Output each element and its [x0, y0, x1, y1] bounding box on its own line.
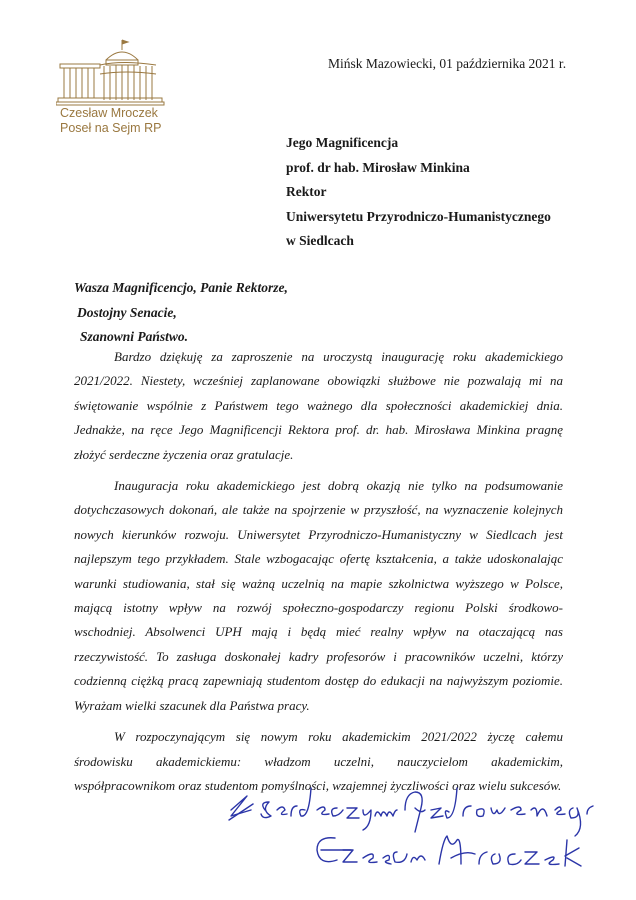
- addressee-line: Rektor: [286, 184, 327, 200]
- sender-name: Czesław Mroczek: [60, 106, 158, 120]
- salutation-line: Wasza Magnificencjo, Panie Rektorze,: [74, 280, 288, 295]
- body-paragraph: W rozpoczynającym się nowym roku akademickim 2021/2022 życzę całemu środowisku akademickiemu: władzom uczelni, nauczycielom akademickim, współpracownikom oraz studentom pomyślności, wzajemnej życzliwości oraz wielu sukcesów.: [74, 729, 563, 793]
- addressee-line: Uniwersytetu Przyrodniczo-Humanistycznego: [286, 208, 551, 224]
- addressee-line: prof. dr hab. Mirosław Minkina: [286, 159, 470, 175]
- sender-block: [60, 106, 161, 136]
- letter-body: [74, 345, 563, 798]
- addressee-block: [286, 131, 551, 254]
- addressee-line: w Siedlcach: [286, 233, 354, 249]
- salutation-line: Dostojny Senacie,: [77, 304, 177, 320]
- salutation-block: [74, 276, 288, 350]
- addressee-line: Jego Magnificencja: [286, 135, 399, 150]
- body-paragraph: Inauguracja roku akademickiego jest dobrą okazją nie tylko na podsumowanie dotychczasowych dokonań, ale także na spojrzenie w przyszłość, na wyznaczenie kolejnych nowych kierunków rozwoju. Uniwersytet Przyrodniczo-Humanistyczny w Siedlcach jest najlepszym tego przykładem. Stale wzbogacając ofertę kształcenia, a także udoskonalając warunki studiowania, stał się ważną uczelnią na mapie szkolnictwa wyższego w Polsce, mającą istotny wpływ na rozwój społeczno-gospodarczy regionu Polski środkowo-wschodniej. Absolwenci UPH mają i będą mieć realny wpływ na otaczającą nas rzeczywistość. To zasługa doskonałej kadry profesorów i pracowników uczelni, którzy codzienną ciężką pracą zapewniają studentom dostęp do edukacji na najwyższym poziomie. Wyrażam wielki szacunek dla Państwa pracy.: [74, 478, 563, 713]
- body-paragraph: Bardzo dziękuję za zaproszenie na uroczystą inaugurację roku akademickiego 2021/2022. Niestety, wcześniej zaplanowane obowiązki służbowe nie pozwalają mi na świętowanie wspólnie z Państwem tego ważnego dla społeczności akademickiej dnia. Jednakże, na ręce Jego Magnificencji Rektora prof. dr. hab. Mirosława Minkina pragnę złożyć serdeczne życzenia oraz gratulacje.: [74, 349, 563, 462]
- handwritten-signature: [225, 780, 605, 880]
- letter-date: Mińsk Mazowiecki, 01 października 2021 r.: [328, 56, 567, 71]
- salutation-line: Szanowni Państwo.: [80, 329, 189, 345]
- sender-title: Poseł na Sejm RP: [60, 121, 162, 135]
